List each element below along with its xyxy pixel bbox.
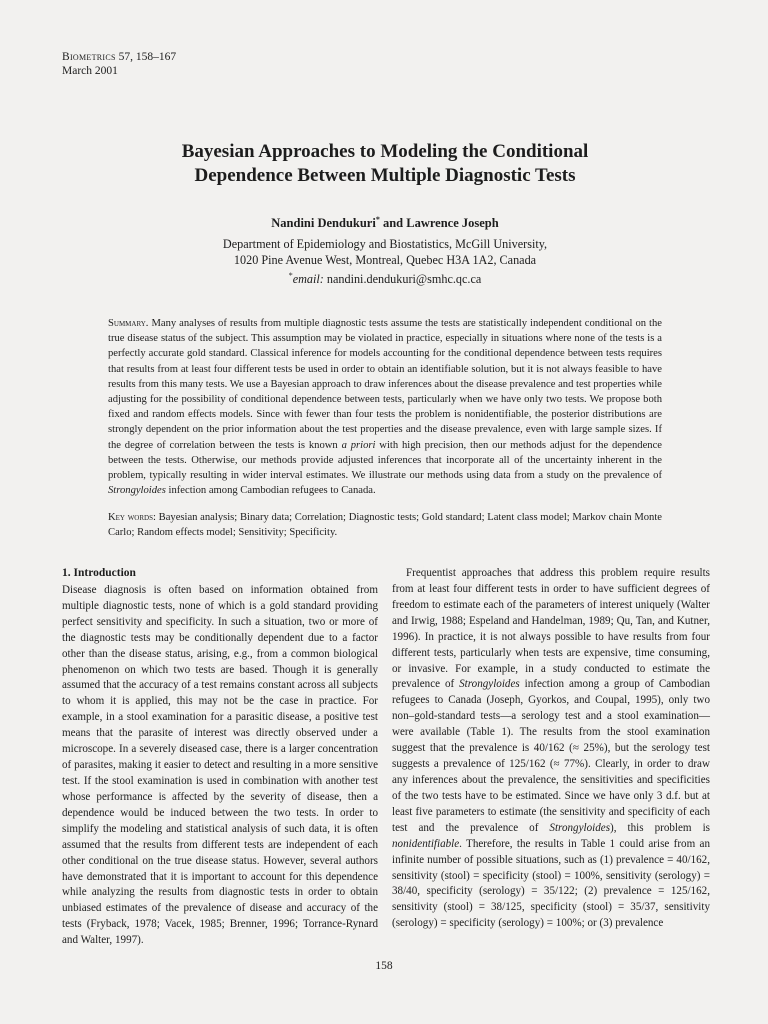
abstract-text-2: with high precision, then our methods adjust for the dependence between the tests. Otherwise, our methods provide adjusted inferences that incorporate all of the uncertainty inherent in the problem, typically resulting in wider interval estimates. We illustrate our methods using data from a study on the prevalence of xyxy=(108,439,663,482)
title-line-1: Bayesian Approaches to Modeling the Conditional xyxy=(181,141,589,162)
abstract-italic-1: a priori xyxy=(341,439,376,451)
section-heading: 1. Introduction xyxy=(62,567,136,579)
intro-paragraph-left: Disease diagnosis is often based on information obtained from multiple diagnostic tests, none of which is a gold standard providing perfect sensitivity and specificity. In such a situation, two or more of the diagnostic tests may be conditionally dependent due to a factor other than the disease status, arising, e.g., from a common biological phenomenon on which two tests are based. Though it is generally assumed that the accuracy of a test remains constant across all subjects to whom it is applied, this may not be the case in practice. For example, in a stool examination for a parasitic disease, a positive test means that the parasite of interest was directly observed under a microscope. In a severely diseased case, there is a larger concentration of parasites, making it easier to detect and resulting in a more sensitive test. If the stool examination is used in combination with another test whose performance is affected by the severity of disease, then a dependence would be induced between the two tests. In order to simplify the modeling and statistical analysis of such data, it is often assumed that the results from different tests are independent of each other conditional on the true disease status. However, several authors have demonstrated that it is important to account for this dependence while analyzing the results from diagnostic tests in order to obtain unbiased estimates of the prevalence of disease and accuracy of the tests (Fryback, 1978; Vacek, 1985; Brenner, 1996; Torrance-Rynard and Walter, 1997). xyxy=(62,583,378,947)
affiliation-email-line xyxy=(90,268,680,287)
abstract-text-3: infection among Cambodian refugees to Canada. xyxy=(165,485,376,497)
keywords xyxy=(108,510,662,540)
abstract-italic-2: Strongyloides xyxy=(108,485,166,497)
email-address[interactable]: nandini.dendukuri@smhc.qc.ca xyxy=(323,272,482,287)
author-marker: * xyxy=(375,215,380,224)
email-label: email: xyxy=(292,272,324,287)
keywords-text: Bayesian analysis; Binary data; Correlation; Diagnostic tests; Gold standard; Latent class model; Markov chain Monte Carlo; Random effects model; Sensitivity; Specificity. xyxy=(108,512,662,539)
affiliation xyxy=(90,236,680,287)
right-italic-1: Strongyloides xyxy=(459,678,520,691)
left-column xyxy=(62,566,378,949)
title-line-2: Dependence Between Multiple Diagnostic Tests xyxy=(194,165,576,186)
right-italic-3: nonidentifiable xyxy=(392,837,460,850)
page-number: 158 xyxy=(375,960,393,972)
intro-paragraph-right xyxy=(392,566,710,932)
journal-name: Biometrics xyxy=(62,51,116,63)
journal-volume-pages: 57, 158–167 xyxy=(115,51,177,63)
journal-header xyxy=(62,50,176,78)
right-italic-2: Strongyloides xyxy=(549,821,611,834)
author-connector: and xyxy=(379,216,407,231)
abstract-text-1: Many analyses of results from multiple diagnostic tests assume the tests are statistically independent conditional on the true disease status of the subject. This assumption may be violated in practice, especially in situations where none of the tests is a perfectly accurate gold standard. Classical inference for models accounting for the conditional dependence between tests requires that results from at least four different tests be used in order to obtain an identifiable solution, but it is not always feasible to have results from this many tests. We use a Bayesian approach to draw inferences about the disease prevalence and test properties while adjusting for the possibility of conditional dependence between tests, particularly when we have only two tests. We propose both fixed and random effects models. Since with fewer than four tests the problem is nonidentifiable, the posterior distributions are strongly dependent on the prior information about the test properties and the disease prevalence, even with large sample sizes. If the degree of correlation between the tests is known xyxy=(108,318,662,451)
journal-citation xyxy=(62,50,176,64)
author-1: Nandini Dendukuri xyxy=(271,216,376,231)
right-text-4: . Therefore, the results in Table 1 could arise from an infinite number of possible situations, such as (1) prevalence = 40/162, sensitivity (stool) = specificity (stool) = 100%, sensitivity (serology) = 38/40, specificity (serology) = 35/122; (2) prevalence = 125/162, sensitivity (stool) = 38/125, specificity (stool) = 35/37, sensitivity (serology) = specificity (serology) = 100%; or (3) prevalence xyxy=(392,837,710,930)
abstract-paragraph xyxy=(108,316,662,498)
affiliation-line-2: 1020 Pine Avenue West, Montreal, Quebec H3A 1A2, Canada xyxy=(233,253,537,267)
right-text-3: ), this problem is xyxy=(610,821,710,834)
email-marker: * xyxy=(288,271,293,280)
author-2: Lawrence Joseph xyxy=(406,216,499,231)
right-text-1: Frequentist approaches that address this problem require results from at least four different tests in order to have sufficient degrees of freedom to estimate each of the parameters of interest uniquely (Walter and Irwig, 1988; Espeland and Handelman, 1989; Qu, Tan, and Kutner, 1996). In practice, it is not always possible to have results from four different tests, particularly when tests are expensive, time consuming, or invasive. For example, in a study conducted to estimate the prevalence of xyxy=(392,567,710,691)
author-list xyxy=(90,215,680,231)
paper-title xyxy=(90,140,680,188)
right-column xyxy=(392,566,710,932)
right-text-2: infection among a group of Cambodian refugees to Canada (Joseph, Gyorkos, and Coupal, 1995), only two non–gold-standard tests—a serology test and a stool examination—were available (Table 1). The results from the stool examination suggest that the prevalence is 40/162 (≈ 25%), but the serology test suggests a prevalence of 125/162 (≈ 77%). Clearly, in order to draw any inferences about the prevalence, the sensitivities and specificities of the two tests have to be estimated. Since we have only 3 d.f. but at least five parameters to estimate (the sensitivity and specificity of each test and the prevalence of xyxy=(392,678,710,834)
keywords-label: Key words: xyxy=(108,512,156,523)
abstract-label: Summary. xyxy=(108,318,149,329)
keywords-paragraph xyxy=(108,510,662,540)
affiliation-line-1: Department of Epidemiology and Biostatistics, McGill University, xyxy=(222,237,548,251)
journal-date: March 2001 xyxy=(62,65,118,77)
abstract xyxy=(108,316,662,498)
